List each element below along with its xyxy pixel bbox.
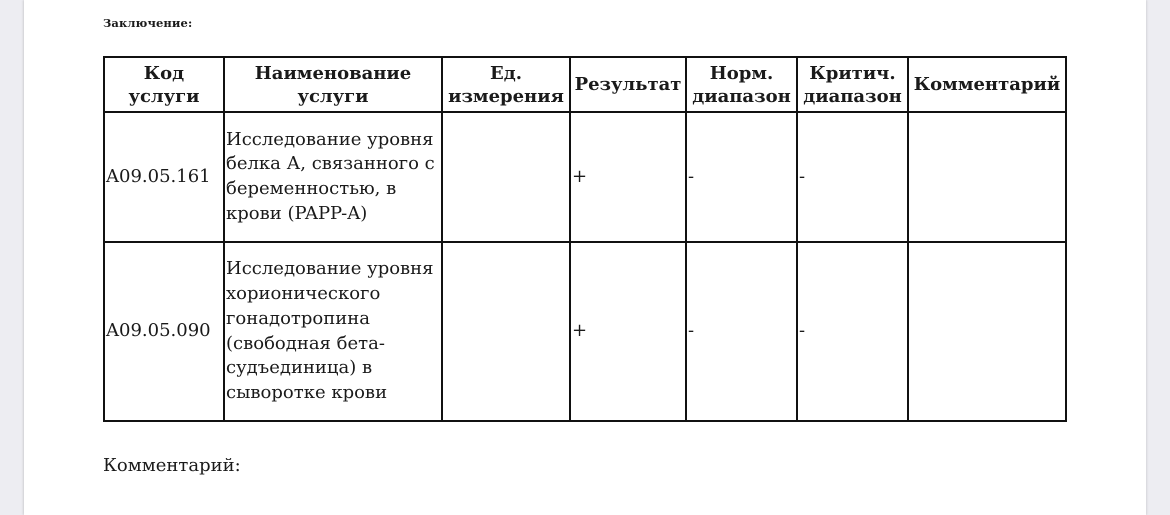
comment-label: Комментарий: [103, 455, 241, 476]
cell-name: Исследование уровня хорионического гонадотропина (свободная бета-судъединица) в сыворотке крови [224, 242, 442, 421]
document-page [24, 0, 1146, 515]
cell-code: A09.05.090 [104, 242, 224, 421]
cell-name: Исследование уровня белка А, связанного с беременностью, в крови (PAPP-A) [224, 112, 442, 242]
results-table [103, 56, 1067, 422]
cell-code: A09.05.161 [104, 112, 224, 242]
table-header-row [104, 57, 1066, 112]
column-header-norm-range: Норм. диапазон [686, 57, 797, 112]
cell-norm-range: - [686, 112, 797, 242]
section-title-conclusion: Заключение: [103, 16, 193, 30]
cell-crit-range: - [797, 112, 908, 242]
column-header-result: Результат [570, 57, 686, 112]
cell-comment [908, 112, 1066, 242]
table-row [104, 242, 1066, 421]
cell-unit [442, 242, 570, 421]
cell-result: + [570, 242, 686, 421]
cell-comment [908, 242, 1066, 421]
cell-norm-range: - [686, 242, 797, 421]
column-header-comment: Комментарий [908, 57, 1066, 112]
column-header-unit: Ед. измерения [442, 57, 570, 112]
column-header-code: Код услуги [104, 57, 224, 112]
table-row [104, 112, 1066, 242]
column-header-name: Наименование услуги [224, 57, 442, 112]
cell-result: + [570, 112, 686, 242]
column-header-crit-range: Критич. диапазон [797, 57, 908, 112]
cell-unit [442, 112, 570, 242]
cell-crit-range: - [797, 242, 908, 421]
